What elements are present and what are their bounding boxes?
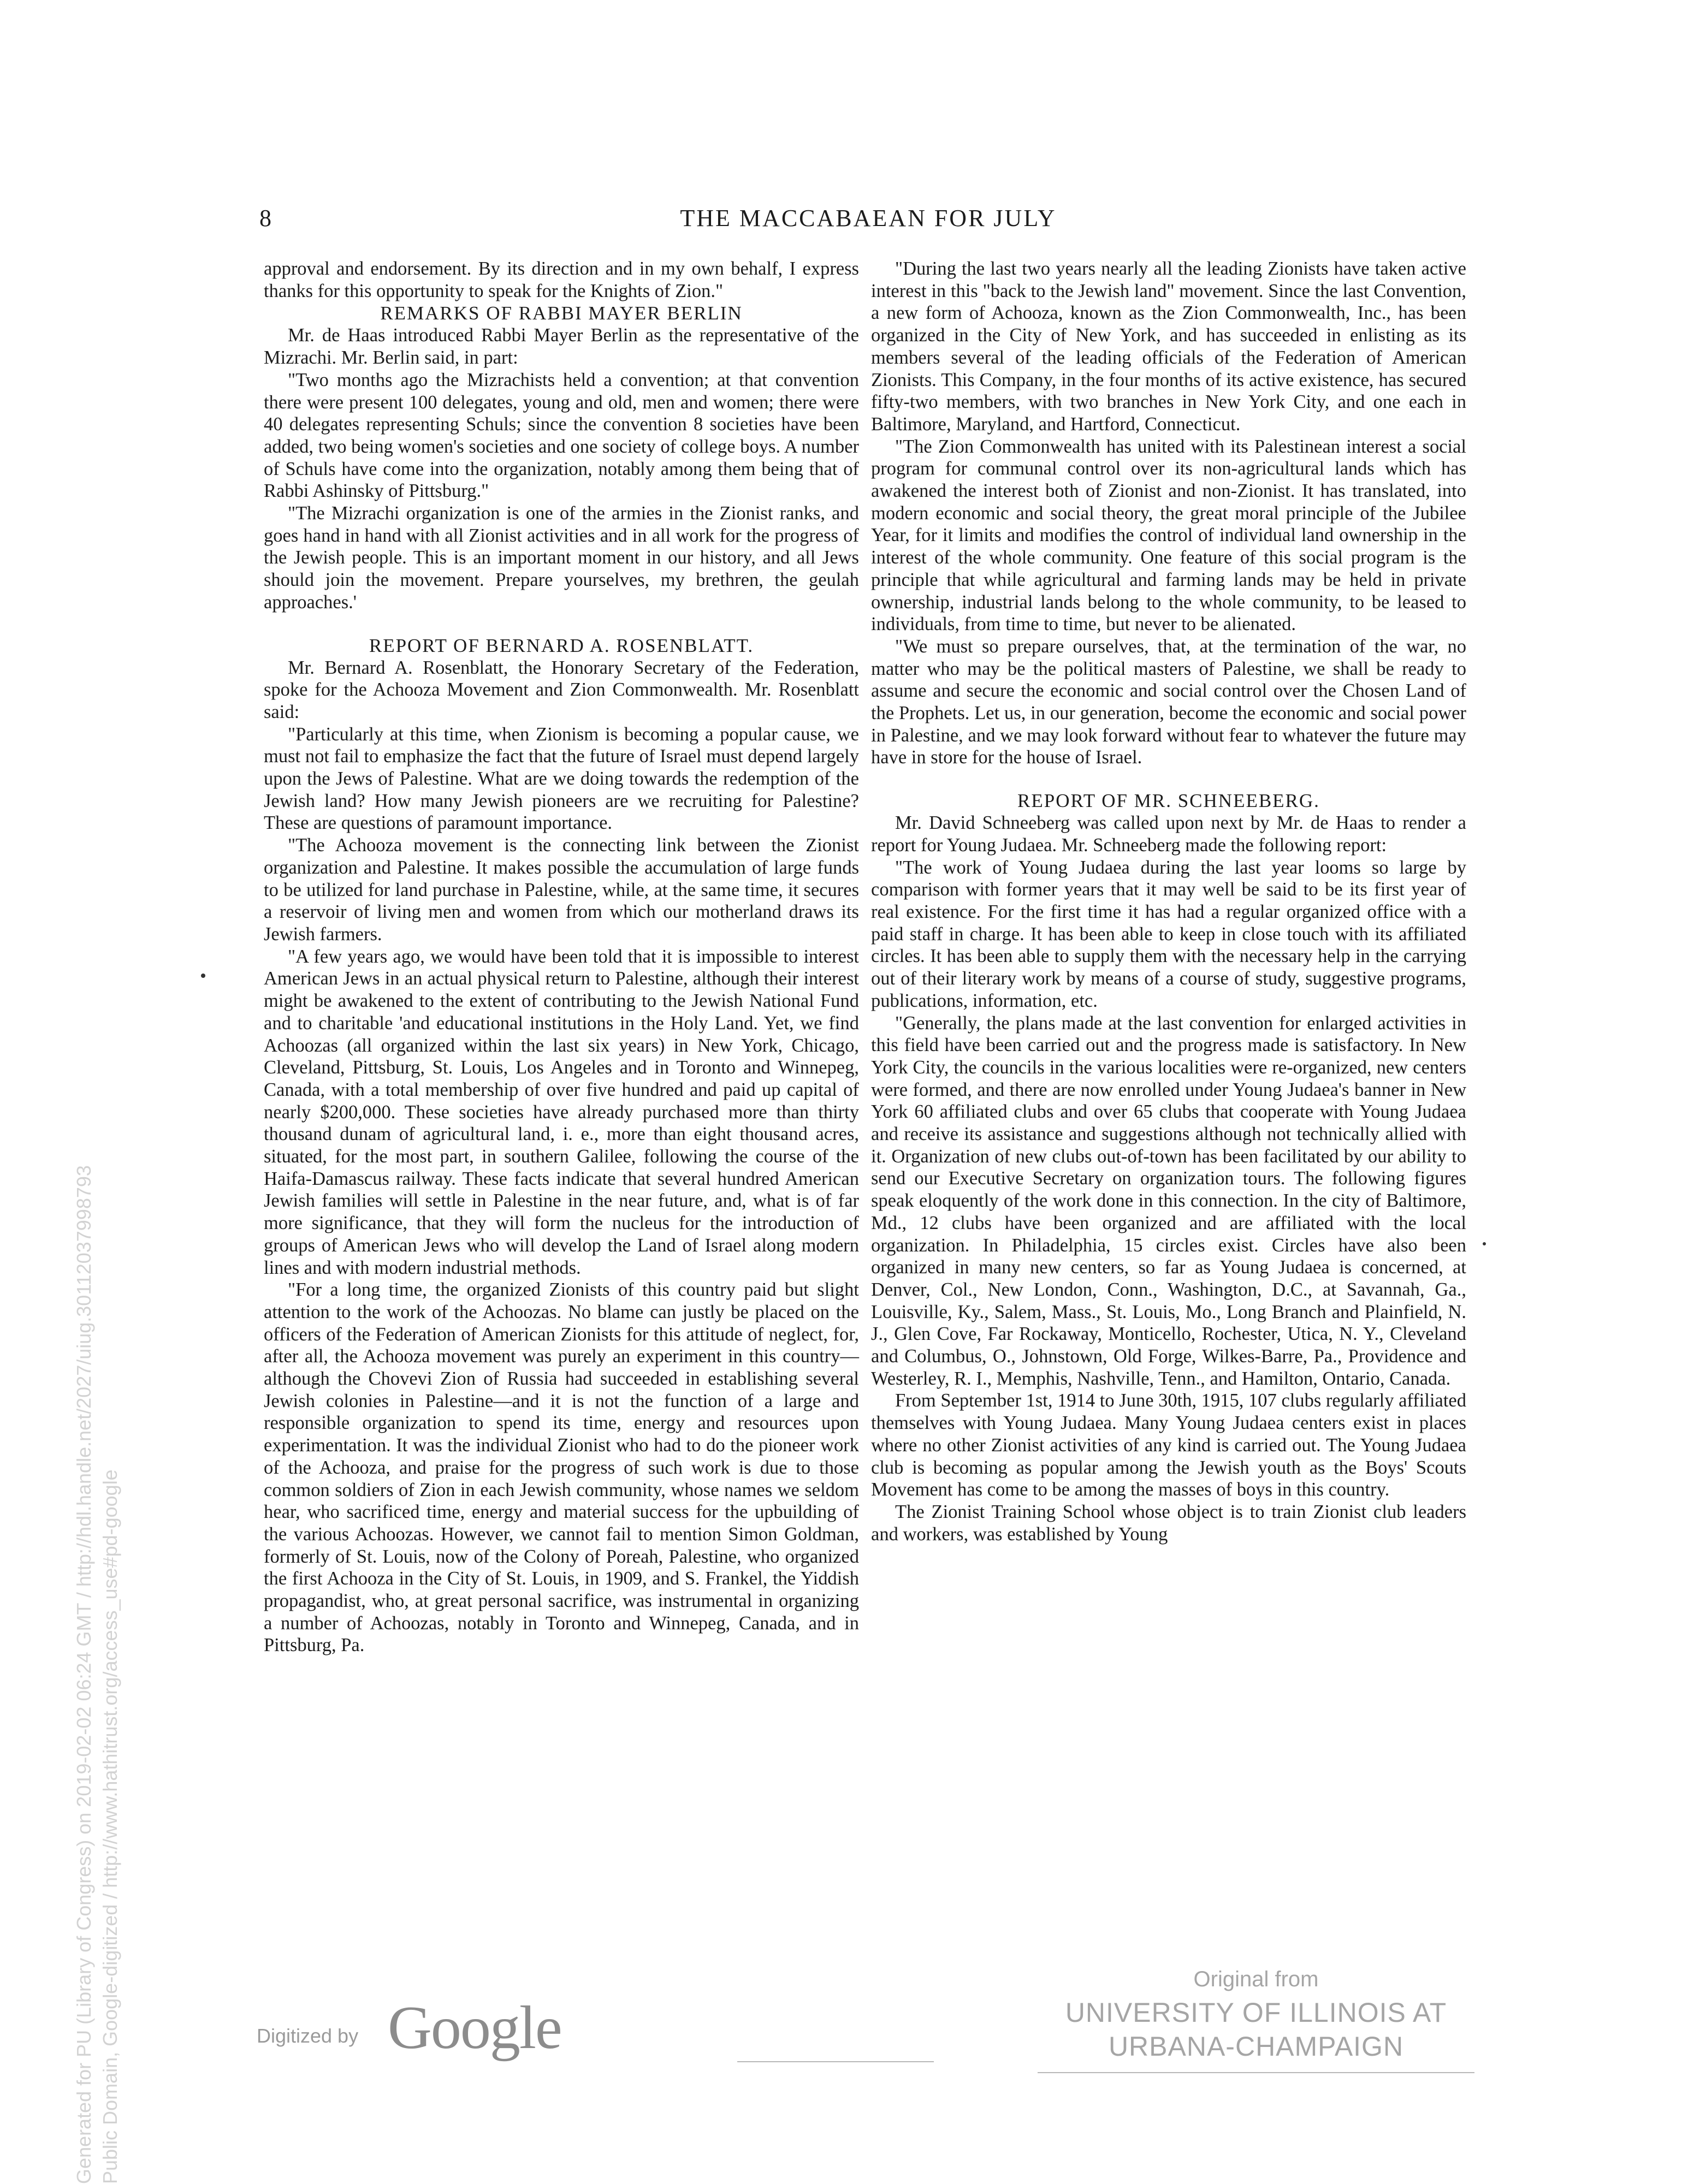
body-paragraph: From September 1st, 1914 to June 30th, 1915, 107 clubs regularly affiliated themselves with Young Judaea. Many Young Judaea centers exist in places where no other Zionist activities of any kind is carried out. The Young Judaea club is becoming as popular among the Jewish youth as the Boys' Scouts Movement has come to be among the masses of boys in this country. <box>871 1390 1466 1500</box>
body-paragraph: "A few years ago, we would have been told that it is impossible to interest American Jews in an actual physical return to Palestine, although their interest might be awakened to the extent of contributing to the Jewish National Fund and to charitable 'and educational institutions in the Holy Land. Yet, we find Achoozas (all organized within the last six years) in New York, Chicago, Cleveland, Pittsburg, St. Louis, Los Angeles and in Toronto and Winnepeg, Canada, with a total membership of over five hundred and paid up capital of nearly $200,000. These societies have already purchased more than thirty thousand dunam of agricultural land, i. e., more than eight thousand acres, situated, for the most part, in southern Galilee, following the course of the Haifa-Damascus railway. These facts indicate that several hundred American Jewish families will settle in Palestine in the near future, and, what is of far more significance, that they will form the nucleus for the introduction of groups of American Jews who will develop the Land of Israel along modern lines and with modern industrial methods. <box>264 946 859 1278</box>
original-from-label: Original from <box>1193 1967 1319 1991</box>
section-heading: REPORT OF BERNARD A. ROSENBLATT. <box>369 634 754 656</box>
body-paragraph: approval and endorsement. By its direction and in my own behalf, I express thanks for this opportunity to speak for the Knights of Zion." <box>264 258 859 301</box>
body-paragraph: "During the last two years nearly all the leading Zionists have taken active interest in this "back to the Jewish land" movement. Since the last Convention, a new form of Achooza, known as the Zion Commonwealth, Inc., has been organized in the City of New York, and has succeeded in enlisting as its members several of the leading officials of the Federation of American Zionists. This Company, in the four months of its active existence, has secured fifty-two members, with two branches in New York City, and one each in Baltimore, Maryland, and Hartford, Connecticut. <box>871 258 1466 435</box>
digitized-by-label: Digitized by <box>257 2025 359 2047</box>
right-text-column <box>871 258 1466 1545</box>
digitized-by-google-watermark <box>257 1993 584 2062</box>
body-paragraph: "The work of Young Judaea during the last year looms so large by comparison with former years that it may well be said to be its first year of real existence. For the first time it has had a regular organized office with a paid staff in charge. It has been able to keep in close touch with its affiliated circles. It has been able to supply them with the necessary help in the carrying out of their literary work by means of a course of study, suggestive programs, publications, information, etc. <box>871 857 1466 1011</box>
google-logo: Google <box>388 1994 561 2062</box>
body-paragraph: Mr. Bernard A. Rosenblatt, the Honorary Secretary of the Federation, spoke for the Achooza Movement and Zion Commonwealth. Mr. Rosenblatt said: <box>264 657 859 722</box>
margin-stamp-line-1: Generated for PU (Library of Congress) on 2019-02-02 06:24 GMT / http://hdl.handle.net/2027/uiug.30112037998793 <box>73 1165 95 2184</box>
body-paragraph: "Particularly at this time, when Zionism is becoming a popular cause, we must not fail to emphasize the fact that the future of Israel must depend largely upon the Jews of Palestine. What are we doing towards the redemption of the Jewish land? How many Jewish pioneers are we recruiting for Palestine? These are questions of paramount importance. <box>264 723 859 834</box>
hathitrust-margin-stamp <box>71 819 123 2184</box>
body-paragraph: "The Mizrachi organization is one of the armies in the Zionist ranks, and goes hand in hand with all Zionist activities and in all work for the progress of the Jewish people. This is an important moment in our history, and all Jews should join the movement. Prepare yourselves, my brethren, the geulah approaches.' <box>264 503 859 613</box>
body-paragraph: "The Zion Commonwealth has united with its Palestinean interest a social program for communal control over its non-agricultural lands which has awakened the interest both of Zionist and non-Zionist. It has translated, into modern economic and social theory, the great moral principle of the Jubilee Year, for it limits and modifies the control of individual land ownership in the interest of the whole community. One feature of this social program is the principle that while agricultural and farming lands may be held in private ownership, industrial lands belong to the whole community, to be leased to individuals, from time to time, but never to be alienated. <box>871 436 1466 635</box>
institution-name-line-1: UNIVERSITY OF ILLINOIS AT <box>1065 1997 1447 2028</box>
body-paragraph: Mr. de Haas introduced Rabbi Mayer Berlin as the representative of the Mizrachi. Mr. Berlin said, in part: <box>264 325 859 369</box>
stray-ink-dot <box>1483 1242 1486 1245</box>
footer-rule <box>737 2061 934 2062</box>
margin-stamp-line-2: Public Domain, Google-digitized / http://www.hathitrust.org/access_use#pd-google <box>99 1469 121 2184</box>
running-title: THE MACCABAEAN FOR JULY <box>680 205 1057 232</box>
body-paragraph: "We must so prepare ourselves, that, at the termination of the war, no matter who may be the political masters of Palestine, we shall be ready to assume and secure the economic and social control over the Chosen Land of the Prophets. Let us, in our generation, become the economic and social power in Palestine, and we may look forward without fear to whatever the future may have in store for the house of Israel. <box>871 636 1466 768</box>
page-number: 8 <box>259 205 271 232</box>
body-paragraph: "Generally, the plans made at the last convention for enlarged activities in this field have been carried out and the progress made is satisfactory. In New York City, the councils in the various localities were re-organized, new centers were formed, and there are now enrolled under Young Judaea's banner in New York 60 affiliated clubs and over 65 clubs that cooperate with Young Judaea and receive its assistance and suggestions although not technically allied with it. Organization of new clubs out-of-town has been facilitated by our ability to send our Executive Secretary on organization tours. The following figures speak eloquently of the work done in this connection. In the city of Baltimore, Md., 12 clubs have been organized and are affiliated with the local organization. In Philadelphia, 15 circles exist. Circles have also been organized in many new centers, so far as Young Judaea is concerned, at Denver, Col., New London, Conn., Washington, D.C., at Savannah, Ga., Louisville, Ky., Salem, Mass., St. Louis, Mo., Long Branch and Plainfield, N. J., Glen Cove, Far Rockaway, Monticello, Rochester, Utica, N. Y., Cleveland and Columbus, O., Johnstown, Old Forge, Wilkes-Barre, Pa., Providence and Westerley, R. I., Memphis, Nashville, Tenn., and Hamilton, Ontario, Canada. <box>871 1012 1466 1389</box>
page-header <box>259 202 1477 235</box>
section-heading: REPORT OF MR. SCHNEEBERG. <box>1017 790 1320 812</box>
body-paragraph: "For a long time, the organized Zionists of this country paid but slight attention to the work of the Achoozas. No blame can justly be placed on the officers of the Federation of American Zionists for this attitude of neglect, for, after all, the Achooza movement was purely an experiment in this country—although the Chovevi Zion of Russia had succeeded in establishing several Jewish colonies in Palestine—and it is not the function of a large and responsible organization to spend its time, energy and resources upon experimentation. It was the individual Zionist who had to do the pioneer work of the Achooza, and praise for the progress of such work is due to those common soldiers of Zion in each Jewish community, whose names we seldom hear, who sacrificed time, energy and material success for the upbuilding of the various Achoozas. However, we cannot fail to mention Simon Goldman, formerly of St. Louis, now of the Colony of Poreah, Palestine, who organized the first Achooza in the City of St. Louis, in 1909, and S. Frankel, the Yiddish propagandist, who, at great personal sacrifice, was instrumental in organizing a number of Achoozas, notably in Toronto and Winnepeg, Canada, and in Pittsburg, Pa. <box>264 1279 859 1656</box>
original-source-watermark <box>1032 1963 1480 2072</box>
section-heading: REMARKS OF RABBI MAYER BERLIN <box>380 302 743 324</box>
body-paragraph: "Two months ago the Mizrachists held a convention; at that convention there were present 100 delegates, young and old, men and women; there were 40 delegates representing Schuls; since the convention 8 societies have been added, two being women's societies and one society of college boys. A number of Schuls have come into the organization, notably among them being that of Rabbi Ashinsky of Pittsburg." <box>264 369 859 502</box>
stray-ink-dot <box>201 974 205 978</box>
institution-name-line-2: URBANA-CHAMPAIGN <box>1108 2031 1404 2062</box>
body-paragraph: Mr. David Schneeberg was called upon next by Mr. de Haas to render a report for Young Judaea. Mr. Schneeberg made the following report: <box>871 812 1466 856</box>
footer-rule <box>1038 2072 1474 2073</box>
body-paragraph: "The Achooza movement is the connecting link between the Zionist organization and Palestine. It makes possible the accumulation of large funds to be utilized for land purchase in Palestine, while, at the same time, it secures a reservoir of living men and women from which our motherland draws its Jewish farmers. <box>264 835 859 945</box>
body-paragraph: The Zionist Training School whose object is to train Zionist club leaders and workers, was established by Young <box>871 1501 1466 1545</box>
left-text-column <box>264 258 859 1657</box>
